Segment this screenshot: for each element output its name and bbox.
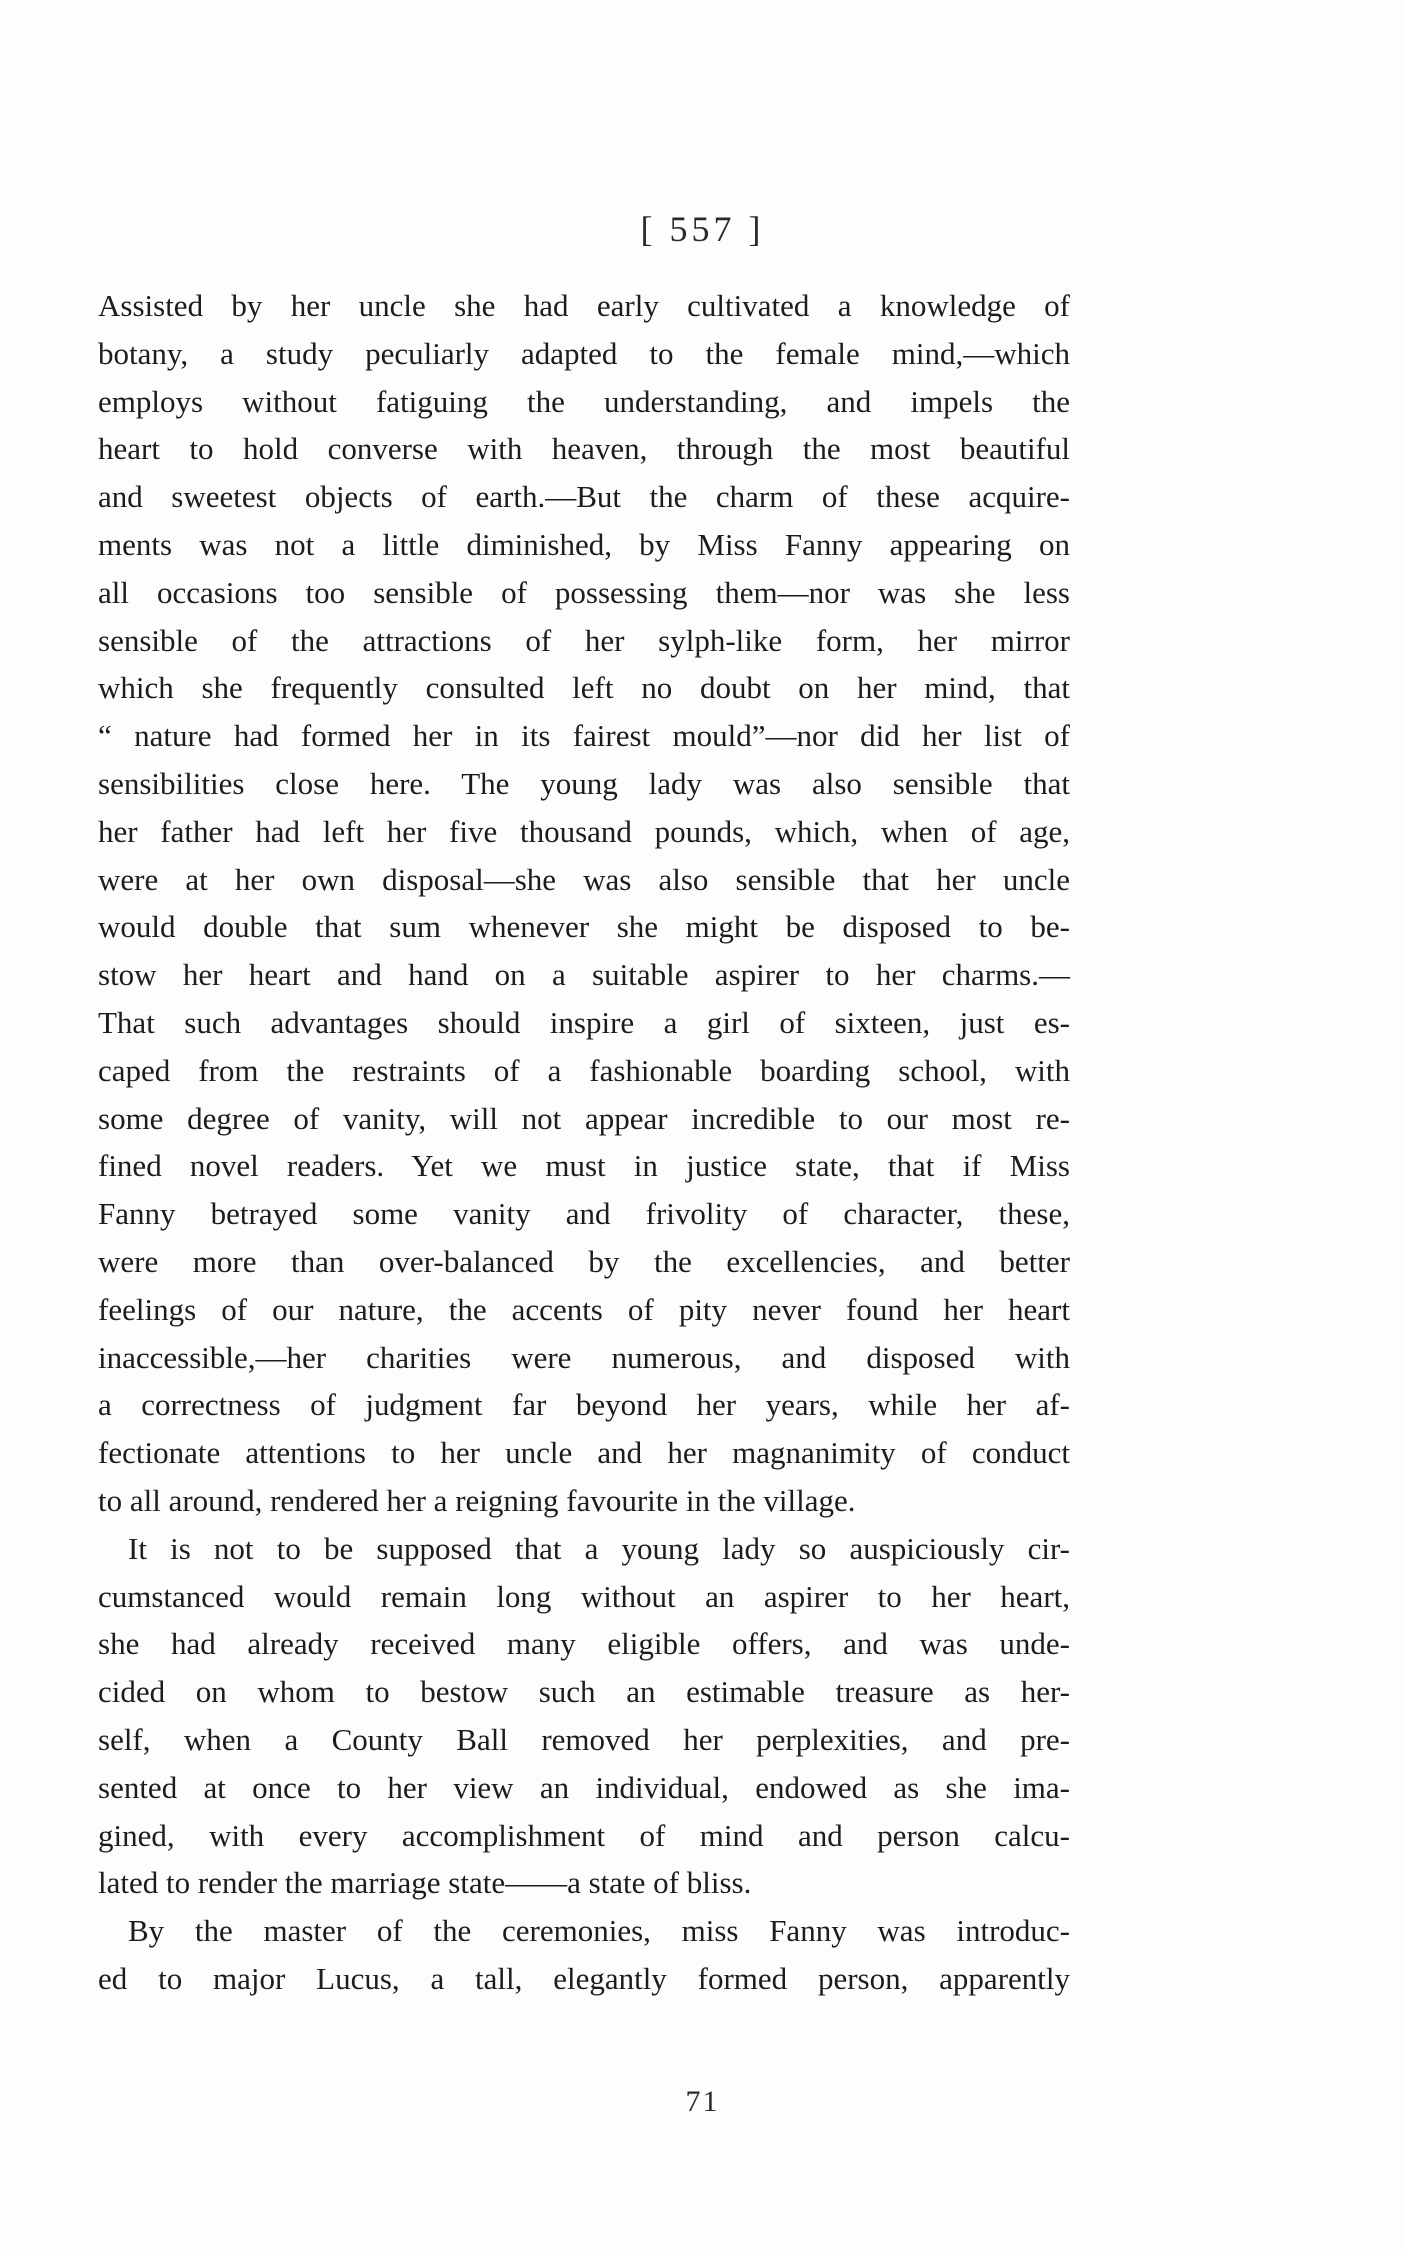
text-line: were at her own disposal—she was also sensible that her uncle (98, 861, 1070, 897)
text-line: self, when a County Ball removed her perplexities, and pre- (98, 1721, 1070, 1757)
text-line: ments was not a little diminished, by Miss Fanny appearing on (98, 526, 1070, 562)
text-line: employs without fatiguing the understanding, and impels the (98, 383, 1070, 419)
text-line: feelings of our nature, the accents of pity never found her heart (98, 1291, 1070, 1327)
text-line: stow her heart and hand on a suitable aspirer to her charms.— (98, 957, 1070, 993)
text-line: sensibilities close here. The young lady was also sensible that (98, 765, 1070, 801)
text-line: her father had left her five thousand pounds, which, when of age, (98, 813, 1070, 849)
body-text (98, 282, 1070, 2003)
signature-mark: 71 (685, 2085, 720, 2118)
text-line: By the master of the ceremonies, miss Fanny was introduc- (128, 1913, 1070, 1949)
text-line: were more than over-balanced by the excellencies, and better (98, 1243, 1070, 1279)
text-line: some degree of vanity, will not appear incredible to our most re- (98, 1100, 1070, 1136)
text-line: It is not to be supposed that a young lady so auspiciously cir- (128, 1530, 1070, 1566)
text-line: Assisted by her uncle she had early cultivated a knowledge of (98, 288, 1070, 323)
text-line: heart to hold converse with heaven, through the most beautiful (98, 431, 1070, 467)
text-line: fined novel readers. Yet we must in justice state, that if Miss (98, 1148, 1070, 1184)
text-line: lated to render the marriage state——a state of bliss. (98, 1865, 752, 1901)
text-line: all occasions too sensible of possessing them—nor was she less (98, 574, 1070, 610)
text-line: to all around, rendered her a reigning favourite in the village. (98, 1482, 856, 1518)
text-line: cided on whom to bestow such an estimable treasure as her- (98, 1674, 1070, 1710)
text-line: sented at once to her view an individual, endowed as she ima- (98, 1769, 1070, 1805)
text-line: and sweetest objects of earth.—But the charm of these acquire- (98, 479, 1070, 515)
text-line: a correctness of judgment far beyond her years, while her af- (98, 1387, 1070, 1423)
text-line: she had already received many eligible offers, and was unde- (98, 1626, 1070, 1662)
text-line: “ nature had formed her in its fairest mould”—nor did her list of (98, 718, 1070, 754)
text-line: gined, with every accomplishment of mind and person calcu- (98, 1817, 1070, 1853)
text-line: cumstanced would remain long without an aspirer to her heart, (98, 1578, 1070, 1614)
page-number: [ 557 ] (640, 209, 765, 249)
text-line: Fanny betrayed some vanity and frivolity of character, these, (98, 1196, 1070, 1232)
text-line: caped from the restraints of a fashionable boarding school, with (98, 1052, 1070, 1088)
text-line: which she frequently consulted left no doubt on her mind, that (98, 670, 1070, 706)
text-line: would double that sum whenever she might be disposed to be- (98, 909, 1070, 945)
text-line: botany, a study peculiarly adapted to the female mind,—which (98, 335, 1070, 371)
text-line: That such advantages should inspire a girl of sixteen, just es- (98, 1004, 1070, 1040)
text-line: fectionate attentions to her uncle and her magnanimity of conduct (98, 1435, 1070, 1471)
paragraph-2 (98, 1525, 1070, 1907)
paragraph-3 (98, 1907, 1070, 2003)
text-line: inaccessible,—her charities were numerous, and disposed with (98, 1339, 1070, 1375)
text-line: ed to major Lucus, a tall, elegantly formed person, apparently (98, 1960, 1070, 1996)
text-line: sensible of the attractions of her sylph-like form, her mirror (98, 622, 1070, 658)
paragraph-1 (98, 282, 1070, 1525)
